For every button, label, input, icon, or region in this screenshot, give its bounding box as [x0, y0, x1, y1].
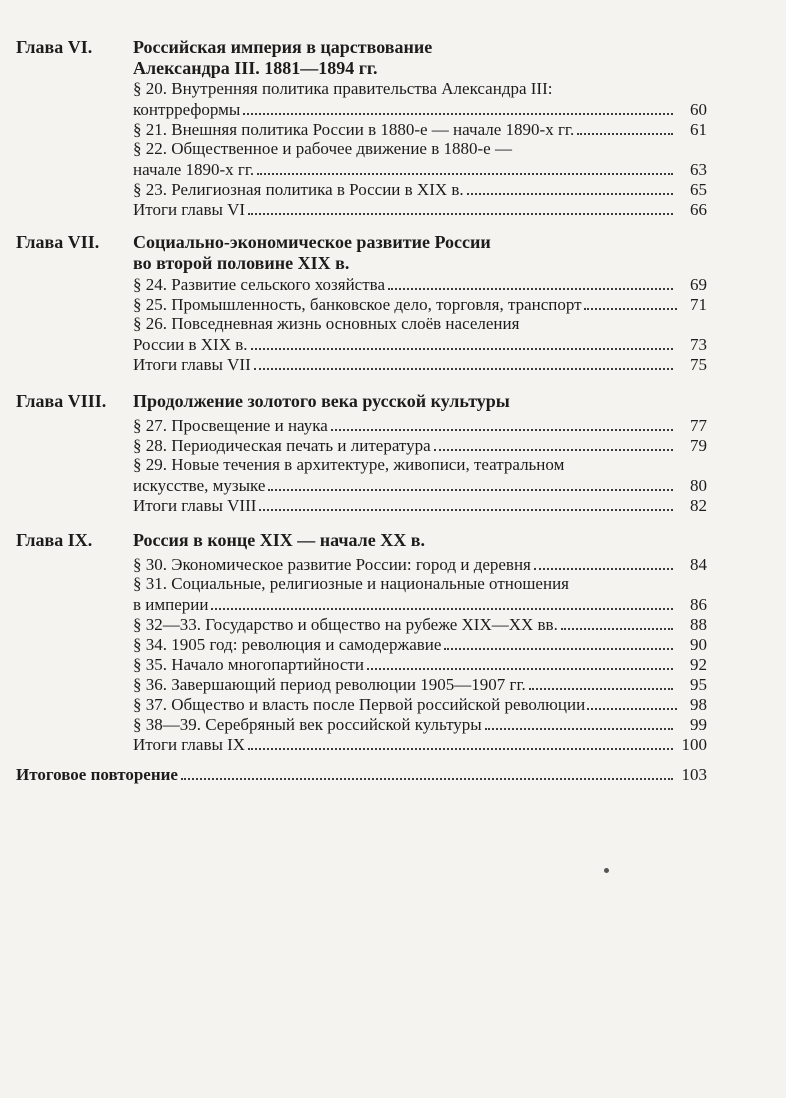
dot-leader: [181, 764, 673, 780]
dot-leader: [485, 714, 673, 730]
dot-leader: [211, 594, 673, 610]
dot-leader: [587, 694, 677, 710]
toc-entry-line[interactable]: [133, 435, 707, 455]
page-number: 61: [690, 120, 707, 139]
chapter-entries: [133, 79, 707, 219]
entry-text: контрреформы: [133, 100, 241, 119]
page-number: 65: [690, 180, 707, 199]
entry-text: § 32—33. Государство и общество на рубеже XIX—XX вв.: [133, 615, 558, 634]
toc-entry-line[interactable]: [133, 654, 707, 674]
final-review-entry[interactable]: [16, 764, 707, 784]
page-number: 82: [690, 496, 707, 515]
chapter-label: Глава VIII.: [16, 391, 107, 411]
entry-text: § 37. Общество и власть после Первой российской революции: [133, 695, 586, 714]
toc-entry-line[interactable]: [133, 554, 707, 574]
toc-entry-line[interactable]: [133, 634, 707, 654]
entry-text: Итоги главы VII: [133, 355, 251, 374]
toc-entry-line[interactable]: [133, 274, 707, 294]
entry-text: § 22. Общественное и рабочее движение в 1880-е —: [133, 139, 512, 158]
dot-leader: [444, 634, 673, 650]
toc-entry-line[interactable]: [133, 354, 707, 374]
entry-text: § 23. Религиозная политика в России в XIX в.: [133, 180, 464, 199]
dot-leader: [561, 614, 673, 630]
page-number: 103: [681, 765, 707, 784]
entry-text: в империи: [133, 595, 209, 614]
toc-entry-line[interactable]: [133, 334, 707, 354]
chapter-title: [133, 391, 693, 412]
chapter-title-line: во второй половине XIX в.: [133, 253, 350, 273]
dot-leader: [251, 334, 673, 350]
entry-text: § 30. Экономическое развитие России: город и деревня: [133, 555, 531, 574]
page-number: 100: [681, 735, 707, 754]
chapter-entries: [133, 554, 707, 754]
dot-leader: [248, 734, 673, 750]
page-number: 60: [690, 100, 707, 119]
page-number: 71: [690, 295, 707, 314]
dot-leader: [434, 435, 673, 451]
entry-text: § 35. Начало многопартийности: [133, 655, 364, 674]
dot-leader: [254, 354, 673, 370]
entry-text: Итоги главы VI: [133, 200, 246, 219]
entry-text: § 27. Просвещение и наука: [133, 416, 328, 435]
toc-entry-line[interactable]: [133, 495, 707, 515]
page-number: 79: [690, 436, 707, 455]
chapter-label: Глава VI.: [16, 37, 93, 57]
page-number: 92: [690, 655, 707, 674]
chapter-entries: [133, 415, 707, 515]
page-number: 69: [690, 275, 707, 294]
dot-leader: [257, 159, 673, 175]
chapter-label: Глава IX.: [16, 530, 93, 550]
entry-text: § 34. 1905 год: революция и самодержавие: [133, 635, 442, 654]
dot-leader: [331, 415, 673, 431]
toc-entry-line[interactable]: [133, 594, 707, 614]
entry-text: § 28. Периодическая печать и литература: [133, 436, 431, 455]
dot-leader: [577, 119, 673, 135]
dot-leader: [584, 294, 677, 310]
page-number: 95: [690, 675, 707, 694]
dot-leader: [268, 475, 673, 491]
page-number: 88: [690, 615, 707, 634]
toc-entry-line[interactable]: [133, 714, 707, 734]
entry-text: Итоговое повторение: [16, 765, 178, 784]
dot-leader: [388, 274, 673, 290]
dot-leader: [467, 179, 673, 195]
toc-entry-line[interactable]: [133, 119, 707, 139]
page-number: 77: [690, 416, 707, 435]
entry-text: искусстве, музыке: [133, 476, 266, 495]
page-number: 90: [690, 635, 707, 654]
toc-entry-line[interactable]: [133, 734, 707, 754]
toc-entry-line[interactable]: [133, 199, 707, 219]
chapter-title-line: Россия в конце XIX — начале XX в.: [133, 530, 425, 550]
chapter-title: [133, 37, 693, 79]
page-number: 84: [690, 555, 707, 574]
page-number: 86: [690, 595, 707, 614]
page-number: 75: [690, 355, 707, 374]
entry-text: Итоги главы VIII: [133, 496, 257, 515]
toc-entry-line[interactable]: [133, 179, 707, 199]
toc-entry-line[interactable]: [133, 79, 707, 99]
toc-entry-line[interactable]: [133, 314, 707, 334]
dot-leader: [529, 674, 673, 690]
entry-text: § 21. Внешняя политика России в 1880-е — начале 1890-х гг.: [133, 120, 575, 139]
entry-text: § 26. Повседневная жизнь основных слоёв населения: [133, 314, 520, 333]
entry-text: § 31. Социальные, религиозные и национальные отношения: [133, 574, 569, 593]
entry-text: § 24. Развитие сельского хозяйства: [133, 275, 385, 294]
chapter-title-line: Продолжение золотого века русской культуры: [133, 391, 510, 411]
dot-leader: [259, 495, 673, 511]
toc-entry-line[interactable]: [133, 674, 707, 694]
page-number: 99: [690, 715, 707, 734]
page-number: 66: [690, 200, 707, 219]
dot-leader: [534, 554, 673, 570]
print-speck: [604, 868, 609, 873]
dot-leader: [248, 199, 673, 215]
toc-entry-line[interactable]: [133, 574, 707, 594]
chapter-title-line: Социально-экономическое развитие России: [133, 232, 491, 252]
page-number: 98: [690, 695, 707, 714]
dot-leader: [243, 99, 673, 115]
chapter-title: [133, 232, 693, 274]
toc-entry-line[interactable]: [133, 415, 707, 435]
entry-text: начале 1890-х гг.: [133, 160, 255, 179]
page-number: 63: [690, 160, 707, 179]
toc-entry-line[interactable]: [133, 294, 707, 314]
page-number: 73: [690, 335, 707, 354]
toc-entry-line[interactable]: [133, 475, 707, 495]
entry-text: России в XIX в.: [133, 335, 248, 354]
toc-entry-line[interactable]: [133, 159, 707, 179]
entry-text: § 36. Завершающий период революции 1905—1907 гг.: [133, 675, 526, 694]
chapter-label: Глава VII.: [16, 232, 100, 252]
toc-entry-line[interactable]: [133, 694, 707, 714]
entry-text: § 25. Промышленность, банковское дело, торговля, транспорт: [133, 295, 582, 314]
toc-entry-line[interactable]: [133, 139, 707, 159]
toc-entry-line[interactable]: [133, 455, 707, 475]
chapter-entries: [133, 274, 707, 374]
toc-entry-line[interactable]: [133, 614, 707, 634]
entry-text: § 38—39. Серебряный век российской культуры: [133, 715, 482, 734]
toc-entry-line[interactable]: [133, 99, 707, 119]
entry-text: § 20. Внутренняя политика правительства Александра III:: [133, 79, 553, 98]
chapter-title-line: Александра III. 1881—1894 гг.: [133, 58, 378, 78]
entry-text: Итоги главы IX: [133, 735, 246, 754]
chapter-title: [133, 530, 693, 551]
page-number: 80: [690, 476, 707, 495]
entry-text: § 29. Новые течения в архитектуре, живописи, театральном: [133, 455, 565, 474]
chapter-title-line: Российская империя в царствование: [133, 37, 433, 57]
dot-leader: [367, 654, 673, 670]
